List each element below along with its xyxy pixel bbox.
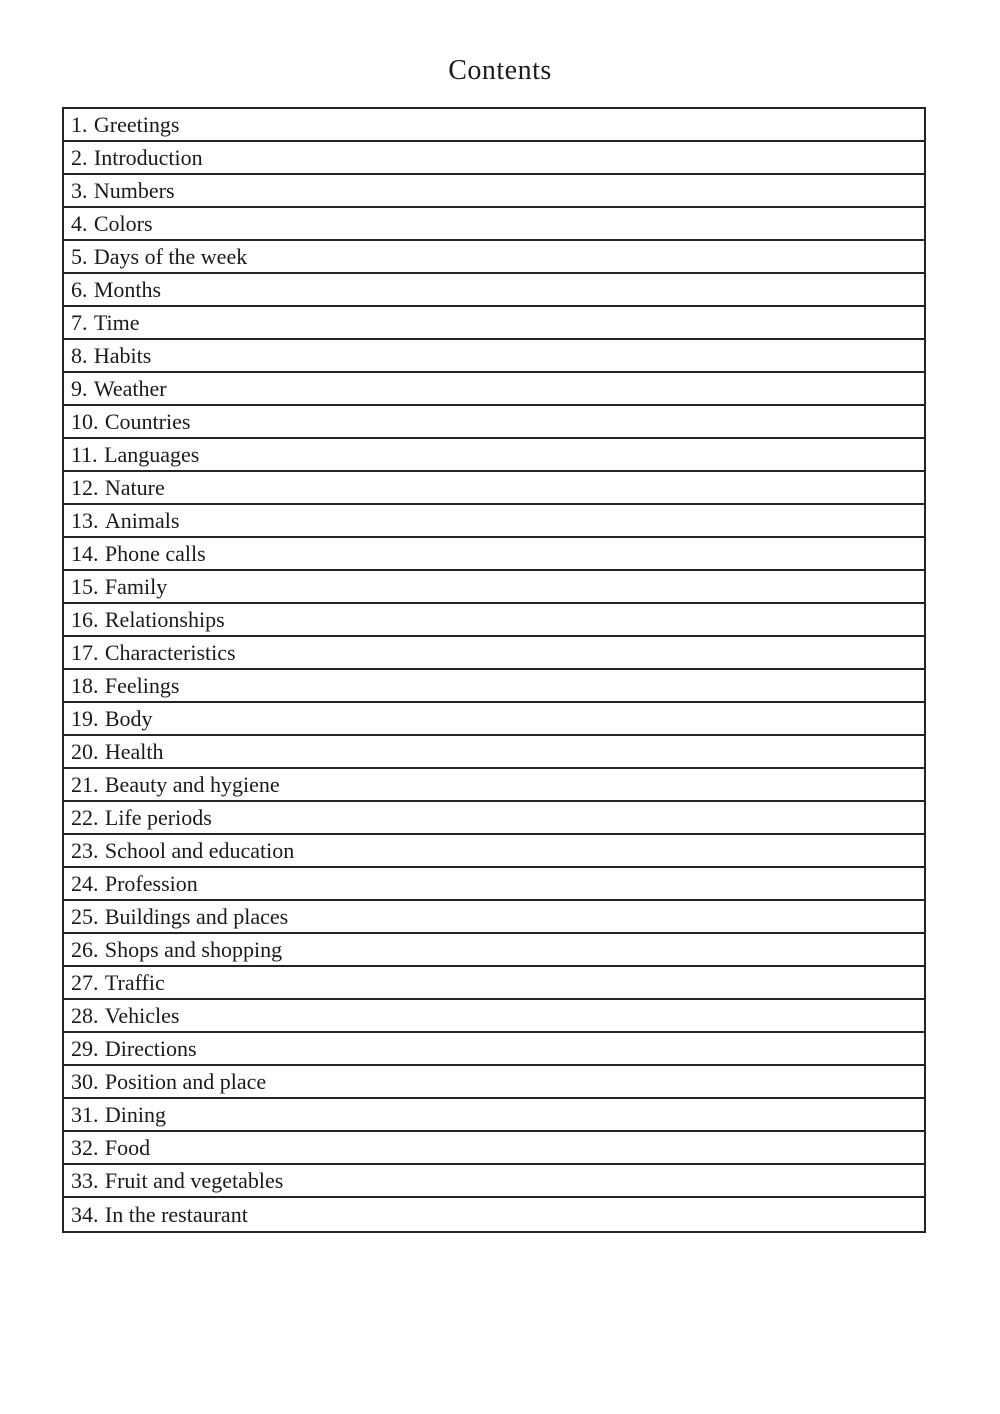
contents-item-number: 1. xyxy=(71,111,88,137)
contents-item-label: Months xyxy=(93,276,162,302)
contents-item-label: Profession xyxy=(104,870,198,896)
contents-item-number: 20. xyxy=(71,738,99,764)
contents-item-label: Dining xyxy=(104,1101,166,1127)
page-title: Contents xyxy=(448,55,552,86)
contents-item-number: 5. xyxy=(71,243,88,269)
contents-row xyxy=(64,1066,924,1099)
contents-row xyxy=(64,571,924,604)
contents-item-label: Characteristics xyxy=(104,639,236,665)
contents-item-number: 32. xyxy=(71,1134,99,1160)
contents-row xyxy=(64,703,924,736)
contents-item-number: 8. xyxy=(71,342,88,368)
contents-row xyxy=(64,241,924,274)
contents-row xyxy=(64,307,924,340)
contents-item-label: Food xyxy=(104,1134,151,1160)
contents-item-label: Position and place xyxy=(104,1068,267,1094)
contents-row xyxy=(64,1000,924,1033)
contents-item-label: Shops and shopping xyxy=(104,936,283,962)
contents-item-label: Days of the week xyxy=(93,243,248,269)
contents-item-label: Greetings xyxy=(93,111,180,137)
contents-item-label: Languages xyxy=(104,441,200,467)
contents-item-number: 17. xyxy=(71,639,99,665)
contents-item-number: 12. xyxy=(71,474,99,500)
contents-row xyxy=(64,406,924,439)
contents-row xyxy=(64,637,924,670)
contents-row xyxy=(64,868,924,901)
contents-row xyxy=(64,340,924,373)
contents-item-label: Time xyxy=(93,309,140,335)
contents-item-label: Beauty and hygiene xyxy=(104,771,280,797)
contents-item-label: Animals xyxy=(104,507,180,533)
contents-row xyxy=(64,538,924,571)
contents-row xyxy=(64,175,924,208)
contents-row xyxy=(64,1099,924,1132)
contents-item-number: 6. xyxy=(71,276,88,302)
contents-row xyxy=(64,472,924,505)
contents-item-label: Life periods xyxy=(104,804,212,830)
contents-item-label: Countries xyxy=(104,408,191,434)
contents-item-number: 2. xyxy=(71,144,88,170)
contents-item-label: Feelings xyxy=(104,672,180,698)
contents-item-label: Directions xyxy=(104,1035,197,1061)
contents-item-label: Nature xyxy=(104,474,165,500)
contents-item-label: Colors xyxy=(93,210,153,236)
contents-item-label: Buildings and places xyxy=(104,903,289,929)
contents-row xyxy=(64,109,924,142)
contents-item-number: 10. xyxy=(71,408,99,434)
contents-row xyxy=(64,901,924,934)
contents-item-number: 28. xyxy=(71,1002,99,1028)
contents-row xyxy=(64,934,924,967)
contents-row xyxy=(64,1033,924,1066)
contents-item-number: 14. xyxy=(71,540,99,566)
contents-row xyxy=(64,835,924,868)
contents-item-number: 7. xyxy=(71,309,88,335)
contents-item-number: 29. xyxy=(71,1035,99,1061)
contents-row xyxy=(64,967,924,1000)
contents-row xyxy=(64,736,924,769)
contents-item-number: 9. xyxy=(71,375,88,401)
contents-row xyxy=(64,670,924,703)
contents-row xyxy=(64,274,924,307)
contents-row xyxy=(64,373,924,406)
contents-item-label: Fruit and vegetables xyxy=(104,1167,284,1193)
contents-item-number: 3. xyxy=(71,177,88,203)
contents-row xyxy=(64,439,924,472)
contents-item-number: 23. xyxy=(71,837,99,863)
contents-item-label: School and education xyxy=(104,837,295,863)
contents-item-label: Family xyxy=(104,573,168,599)
contents-row xyxy=(64,1132,924,1165)
contents-item-label: Relationships xyxy=(104,606,225,632)
contents-item-number: 15. xyxy=(71,573,99,599)
contents-item-number: 26. xyxy=(71,936,99,962)
contents-item-number: 16. xyxy=(71,606,99,632)
contents-item-number: 4. xyxy=(71,210,88,236)
contents-row xyxy=(64,802,924,835)
contents-item-number: 31. xyxy=(71,1101,99,1127)
contents-item-number: 25. xyxy=(71,903,99,929)
contents-item-label: In the restaurant xyxy=(104,1201,248,1227)
contents-row xyxy=(64,208,924,241)
contents-item-label: Traffic xyxy=(104,969,165,995)
contents-item-number: 30. xyxy=(71,1068,99,1094)
contents-item-number: 19. xyxy=(71,705,99,731)
contents-row xyxy=(64,142,924,175)
contents-item-label: Health xyxy=(104,738,164,764)
contents-row xyxy=(64,505,924,538)
contents-row xyxy=(64,1198,924,1231)
contents-row xyxy=(64,604,924,637)
contents-item-number: 24. xyxy=(71,870,99,896)
contents-item-number: 21. xyxy=(71,771,99,797)
contents-row xyxy=(64,769,924,802)
contents-item-label: Weather xyxy=(93,375,167,401)
contents-item-number: 33. xyxy=(71,1167,99,1193)
contents-item-label: Introduction xyxy=(93,144,203,170)
contents-item-number: 11. xyxy=(71,441,98,467)
contents-item-label: Vehicles xyxy=(104,1002,180,1028)
contents-item-number: 27. xyxy=(71,969,99,995)
contents-item-number: 18. xyxy=(71,672,99,698)
contents-item-label: Habits xyxy=(93,342,152,368)
contents-item-number: 22. xyxy=(71,804,99,830)
contents-item-label: Numbers xyxy=(93,177,175,203)
contents-item-number: 13. xyxy=(71,507,99,533)
contents-table xyxy=(62,107,926,1233)
contents-item-number: 34. xyxy=(71,1201,99,1227)
contents-item-label: Phone calls xyxy=(104,540,206,566)
contents-row xyxy=(64,1165,924,1198)
contents-item-label: Body xyxy=(104,705,153,731)
